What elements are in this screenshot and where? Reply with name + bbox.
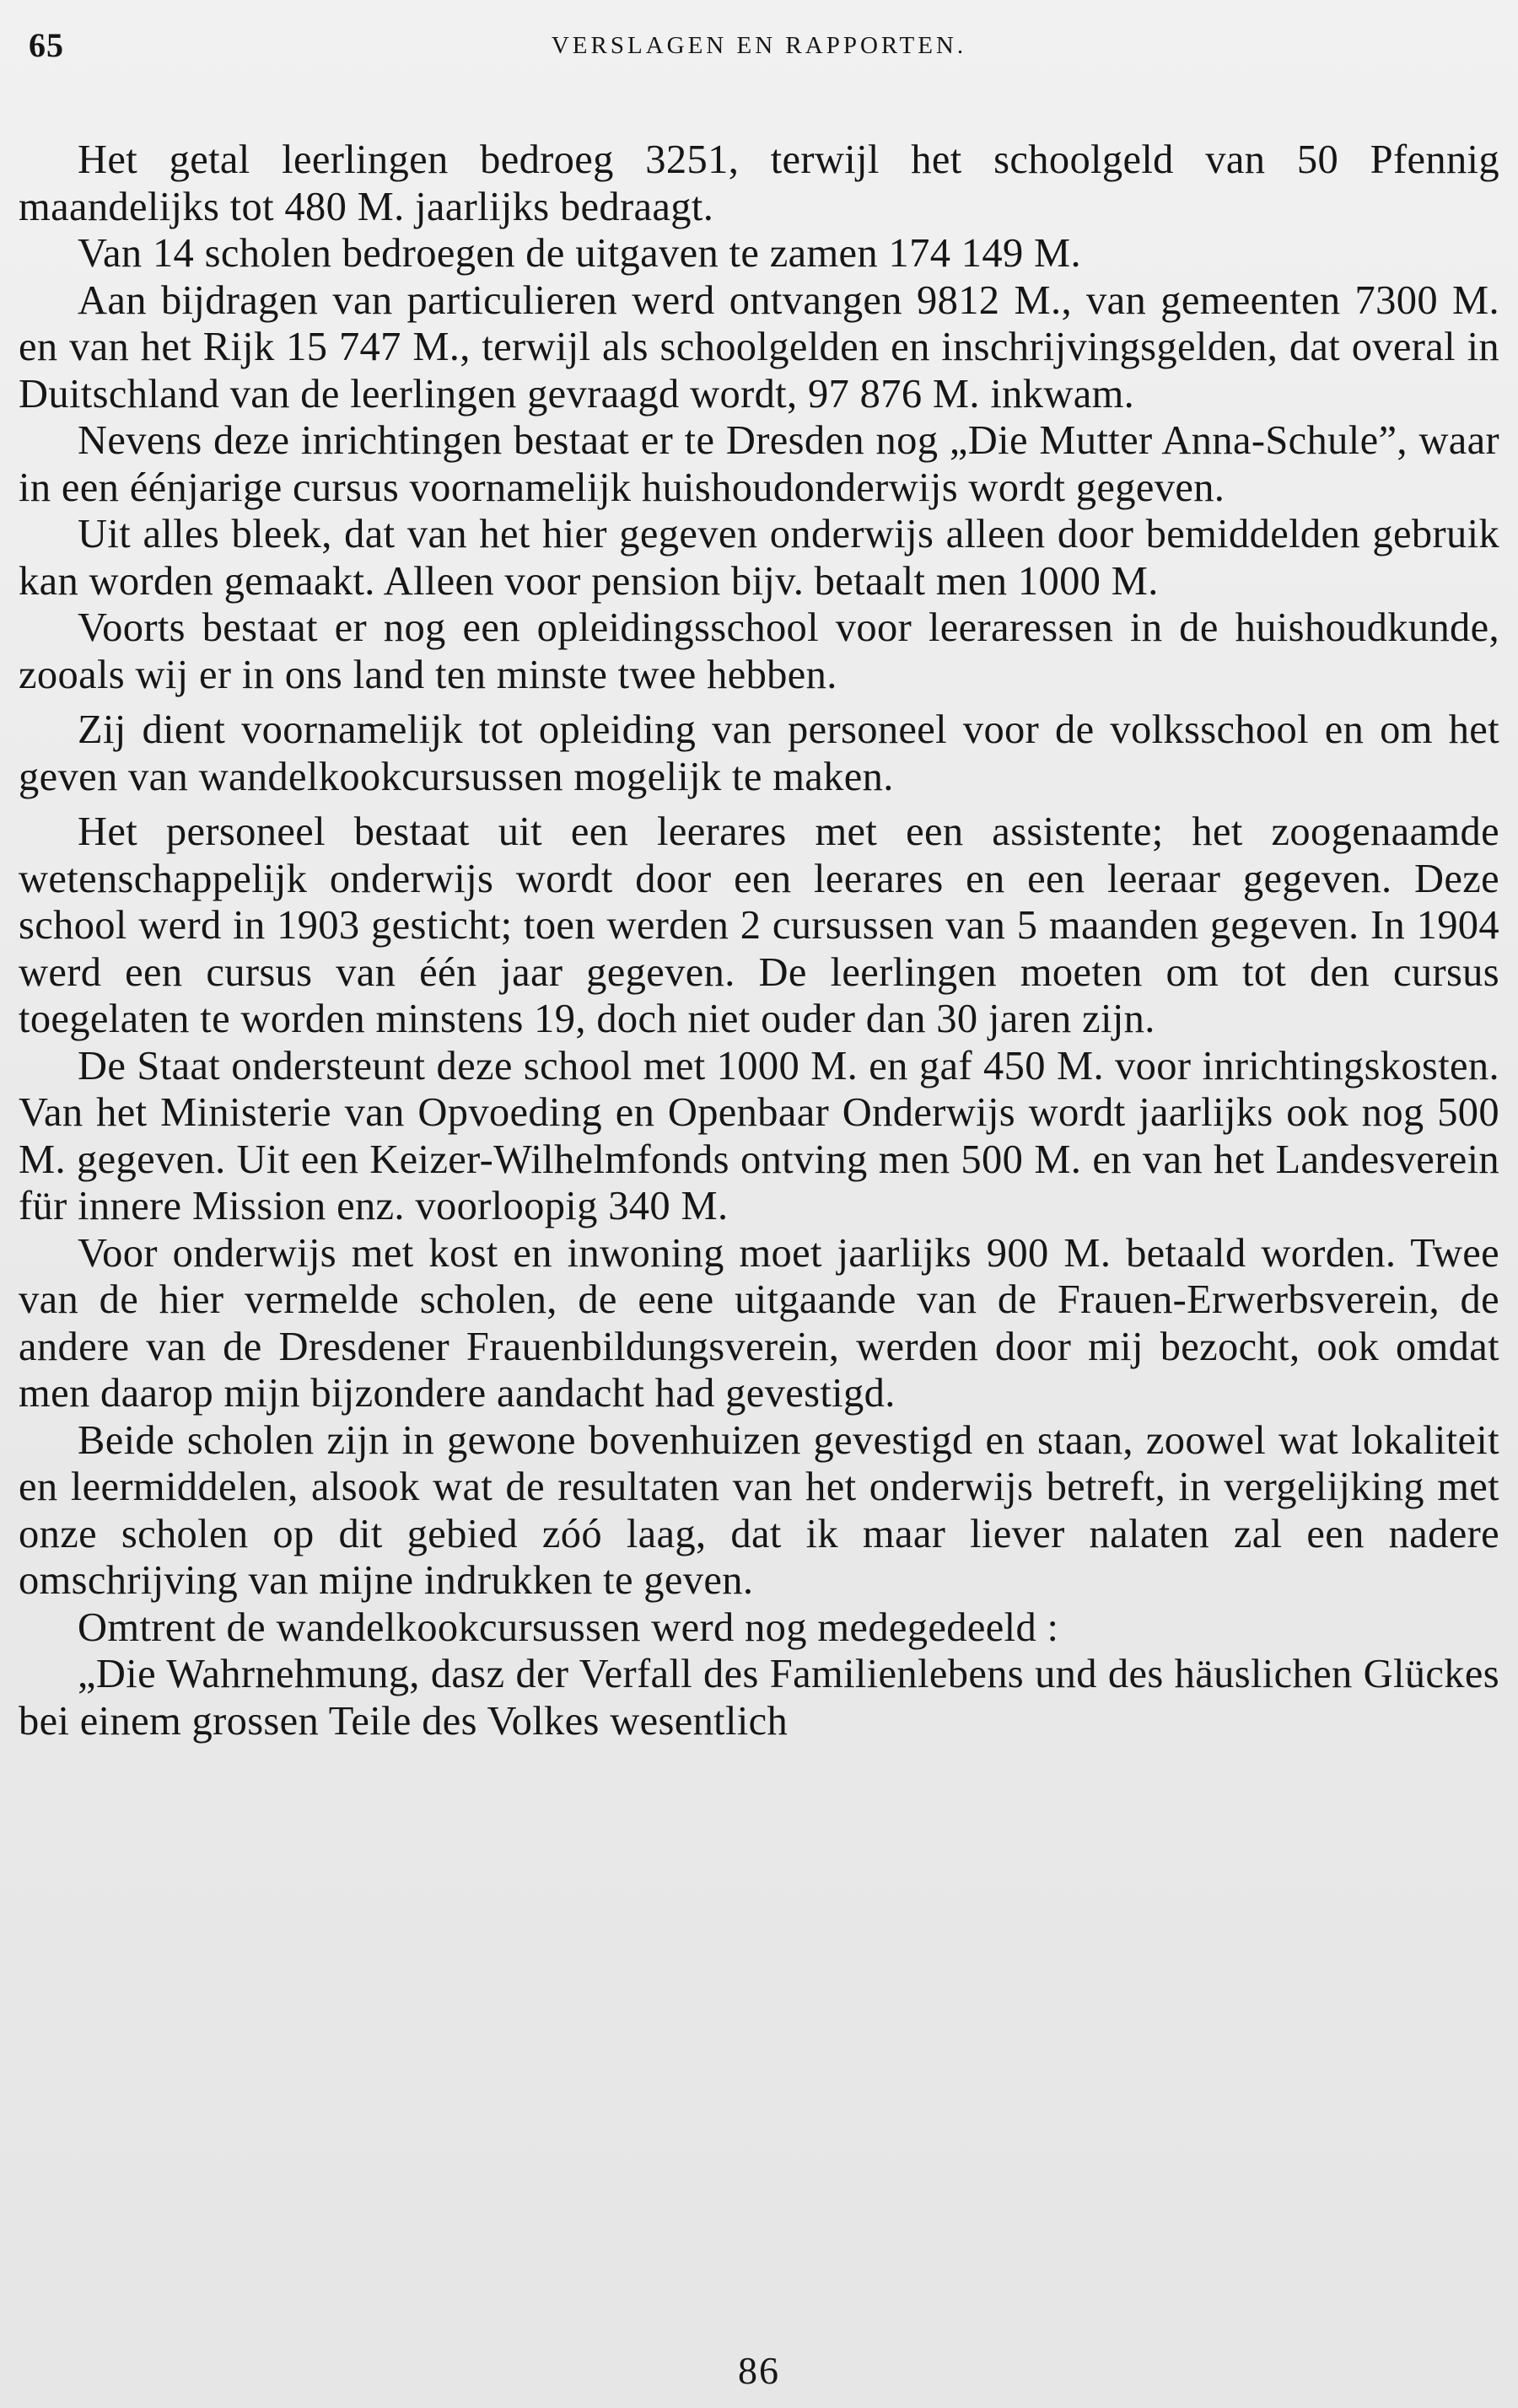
page-header [19,25,1499,78]
paragraph: Omtrent de wandelkookcursussen werd nog medegedeeld : [78,1604,1059,1650]
paragraph: Nevens deze inrichtingen bestaat er te Dresden nog „Die Mutter Anna-Schule”, waar in een éénjarige cursus voornamelijk huishoudonderwijs wordt gegeven. [19,418,1499,510]
body-text [19,137,1499,1744]
paragraph: Beide scholen zijn in gewone bovenhuizen gevestigd en staan, zoowel wat lokaliteit en leermiddelen, alsook wat de resultaten van het onderwijs betreft, in vergelijking met onze scholen op dit gebied zóó laag, dat ik maar liever nalaten zal een nadere omschrijving van mijne indrukken te geven. [19,1417,1499,1603]
paragraph: „Die Wahrnehmung, dasz der Verfall des Familienlebens und des häuslichen Glückes bei einem grossen Teile des Volkes wesentlich [19,1652,1499,1744]
paragraph: Aan bijdragen van particulieren werd ontvangen 9812 M., van gemeenten 7300 M. en van het Rijk 15 747 M., terwijl als schoolgelden en inschrijvingsgelden, dat overal in Duitschland van de leerlingen gevraagd wordt, 97 876 M. inkwam. [19,277,1499,417]
paragraph: Van 14 scholen bedroegen de uitgaven te zamen 174 149 M. [78,231,1081,276]
page-number: 65 [29,26,64,64]
paragraph: Voor onderwijs met kost en inwoning moet jaarlijks 900 M. betaald worden. Twee van de hier vermelde scholen, de eene uitgaande van de Frauen-Erwerbsverein, de andere van de Dresdener Frauenbildungsverein, werden door mij bezocht, ook omdat men daarop mijn bijzondere aandacht had gevestigd. [19,1230,1499,1416]
paragraph: Het getal leerlingen bedroeg 3251, terwijl het schoolgeld van 50 Pfennig maandelijks tot 480 M. jaarlijks bedraagt. [19,137,1499,229]
paragraph: Uit alles bleek, dat van het hier gegeven onderwijs alleen door bemiddelden gebruik kan worden gemaakt. Alleen voor pension bijv. betaalt men 1000 M. [19,512,1499,604]
paragraph: Zij dient voornamelijk tot opleiding van personeel voor de volksschool en om het geven van wandelkookcursussen mogelijk te maken. [19,707,1499,799]
paragraph: Het personeel bestaat uit een leerares met een assistente; het zoogenaamde wetenschappelijk onderwijs wordt door een leerares en een leeraar gegeven. Deze school werd in 1903 gesticht; toen werden 2 cursussen van 5 maanden gegeven. In 1904 werd een cursus van één jaar gegeven. De leerlingen moeten om tot den cursus toegelaten te worden minstens 19, doch niet ouder dan 30 jaren zijn. [19,809,1499,1041]
running-head: VERSLAGEN EN RAPPORTEN. [551,32,967,59]
paragraph: Voorts bestaat er nog een opleidingsschool voor leeraressen in de huishoudkunde, zooals wij er in ons land ten minste twee hebben. [19,605,1499,697]
signature-mark: 86 [738,2349,780,2392]
paragraph: De Staat ondersteunt deze school met 1000 M. en gaf 450 M. voor inrichtingskosten. Van het Ministerie van Opvoeding en Openbaar Onderwijs wordt jaarlijks ook nog 500 M. gegeven. Uit een Keizer-Wilhelmfonds ontving men 500 M. en van het Landesverein für innere Mission enz. voorloopig 340 M. [19,1043,1499,1228]
